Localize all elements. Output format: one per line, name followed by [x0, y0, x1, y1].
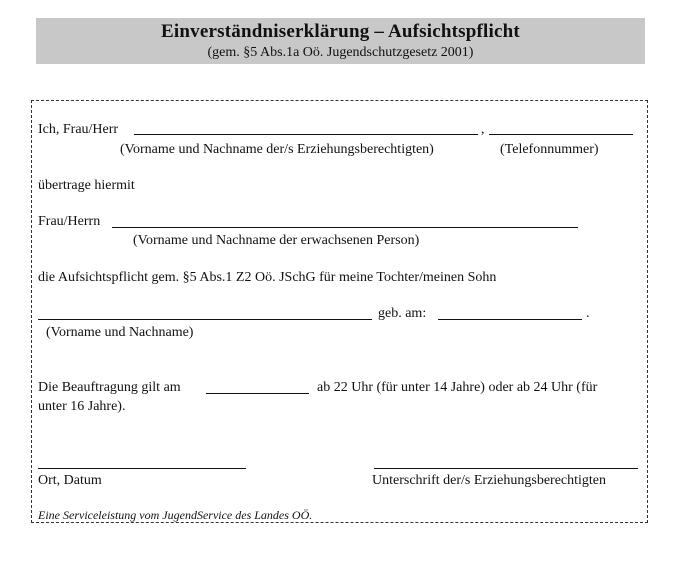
guardian-name-field[interactable]	[134, 134, 478, 135]
form-frame	[31, 100, 648, 523]
duty-text: die Aufsichtspflicht gem. §5 Abs.1 Z2 Oö. JSchG für meine Tochter/meinen Sohn	[38, 270, 497, 285]
validity-suffix-line2: unter 16 Jahre).	[38, 399, 126, 414]
period-mark: .	[586, 306, 590, 321]
document-subtitle: (gem. §5 Abs.1a Oö. Jugendschutzgesetz 2001)	[207, 45, 474, 60]
phone-caption: (Telefonnummer)	[500, 142, 599, 157]
birth-label: geb. am:	[378, 306, 427, 321]
footer-note: Eine Serviceleistung vom JugendService des Landes OÖ.	[38, 508, 313, 522]
guardian-name-caption: (Vorname und Nachname der/s Erziehungsberechtigten)	[120, 142, 434, 157]
adult-name-caption: (Vorname und Nachname der erwachsenen Person)	[133, 233, 420, 248]
child-name-caption: (Vorname und Nachname)	[46, 325, 194, 340]
signature-label: Unterschrift der/s Erziehungsberechtigten	[372, 473, 607, 488]
validity-date-field[interactable]	[206, 393, 309, 394]
child-name-field[interactable]	[38, 319, 372, 320]
adult-label: Frau/Herrn	[38, 214, 101, 229]
place-date-field[interactable]	[38, 468, 246, 469]
document-title: Einverständniserklärung – Aufsichtspflicht	[161, 21, 520, 42]
transfer-text: übertrage hiermit	[38, 178, 135, 193]
header-banner	[36, 18, 645, 64]
signature-field[interactable]	[374, 468, 638, 469]
phone-field[interactable]	[489, 134, 633, 135]
birth-date-field[interactable]	[438, 319, 582, 320]
adult-name-field[interactable]	[112, 227, 578, 228]
place-date-label: Ort, Datum	[38, 473, 102, 488]
comma-separator: ,	[481, 122, 485, 137]
guardian-label: Ich, Frau/Herr	[38, 122, 119, 137]
validity-suffix-line1: ab 22 Uhr (für unter 14 Jahre) oder ab 24 Uhr (für	[317, 380, 598, 395]
validity-prefix: Die Beauftragung gilt am	[38, 380, 181, 395]
